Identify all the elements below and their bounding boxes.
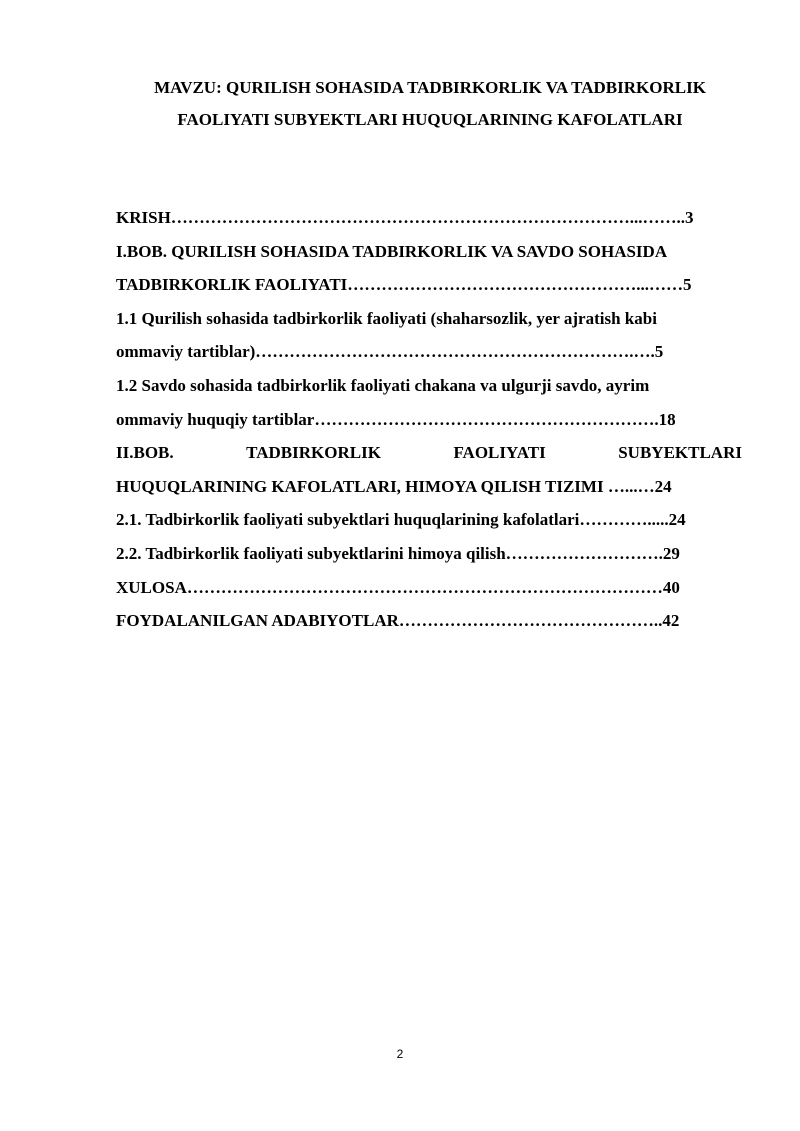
toc-entry-section-2-2: 2.2. Tadbirkorlik faoliyati subyektlarini himoya qilish……………………….29 (116, 543, 680, 563)
toc-entry-chapter-2-line-1 (116, 436, 742, 470)
toc-entry-chapter-2-line-2: HUQUQLARINING KAFOLATLARI, HIMOYA QILISH TIZIMI …...…24 (116, 476, 672, 496)
toc-word: FAOLIYATI (453, 443, 546, 463)
toc-entry-section-1-1-line-2: ommaviy tartiblar)………………………………………………………….….5 (116, 342, 664, 362)
toc-entry-chapter-1-line-1: I.BOB. QURILISH SOHASIDA TADBIRKORLIK VA SAVDO SOHASIDA (116, 241, 668, 261)
toc-entry-krish: KRISH………………………………………………………………………...……..3 (116, 208, 694, 227)
toc-entry-chapter-1-line-2: TADBIRKORLIK FAOLIYATI……………………………………………...……5 (116, 275, 692, 295)
page-number: 2 (396, 1047, 404, 1061)
table-of-contents (116, 201, 742, 638)
document-title (100, 72, 760, 136)
toc-entry-section-1-2-line-1: 1.2 Savdo sohasida tadbirkorlik faoliyati chakana va ulgurji savdo, ayrim (116, 375, 650, 395)
toc-word: II.BOB. (116, 443, 174, 463)
toc-word: TADBIRKORLIK (246, 443, 381, 463)
toc-word: SUBYEKTLARI (618, 443, 742, 463)
toc-entry-adabiyotlar: FOYDALANILGAN ADABIYOTLAR………………………………………..42 (116, 611, 680, 631)
toc-entry-section-2-1: 2.1. Tadbirkorlik faoliyati subyektlari huquqlarining kafolatlari………….....24 (116, 510, 686, 530)
toc-entry-section-1-2-line-2: ommaviy huquqiy tartiblar…………………………………………………….18 (116, 409, 676, 429)
title-line-1: MAVZU: QURILISH SOHASIDA TADBIRKORLIK VA TADBIRKORLIK (154, 78, 706, 97)
toc-entry-xulosa: XULOSA…………………………………………………………………………40 (116, 577, 680, 597)
title-line-2: FAOLIYATI SUBYEKTLARI HUQUQLARINING KAFOLATLARI (177, 110, 683, 129)
toc-entry-section-1-1-line-1: 1.1 Qurilish sohasida tadbirkorlik faoliyati (shaharsozlik, yer ajratish kabi (116, 308, 657, 328)
